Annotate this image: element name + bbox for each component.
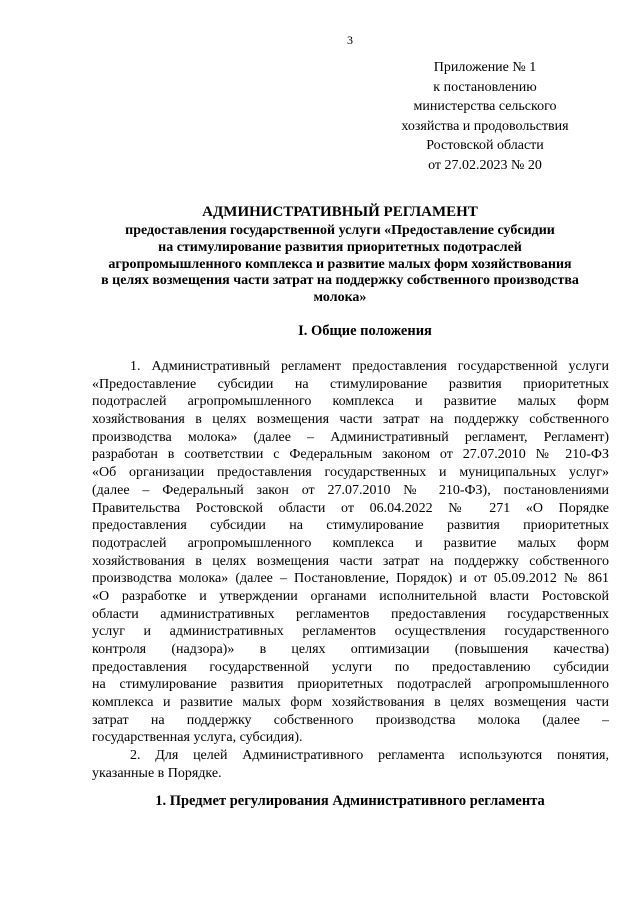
paragraph-line: услуг и административных регламентов осуществления государственного <box>92 624 609 640</box>
paragraph-line: контроля (надзора)» в целях оптимизации (повышения качества) <box>92 642 609 657</box>
appendix-note <box>380 58 590 176</box>
paragraph-line: затрат на поддержку собственного производства молока (далее – <box>92 712 609 728</box>
paragraph-line: хозяйствования в целях возмещения части затрат на поддержку собственного <box>92 412 609 428</box>
appendix-line: Ростовской области <box>426 138 544 154</box>
subsection-heading: 1. Предмет регулирования Административного регламента <box>155 793 545 809</box>
page-number: 3 <box>347 33 353 47</box>
appendix-line: хозяйства и продовольствия <box>401 118 569 134</box>
paragraph-line: разработан в соответствии с Федеральным законом от 27.07.2010 № 210-ФЗ <box>92 447 609 463</box>
paragraph-line: «Об организации предоставления государственных и муниципальных услуг» <box>92 465 609 481</box>
paragraph-line: предоставления субсидии на стимулирование развития приоритетных <box>92 518 609 534</box>
paragraph-line: хозяйствования в целях возмещения части затрат на поддержку собственного <box>92 553 609 569</box>
appendix-line: от 27.02.2023 № 20 <box>428 157 542 173</box>
paragraph-line: подотраслей агропромышленного комплекса и развитие малых форм <box>92 394 609 410</box>
paragraph-line: государственная услуга, субсидия). <box>92 730 303 746</box>
document-title-line: молока» <box>313 290 367 306</box>
body-text <box>92 358 609 783</box>
paragraph-line: производства молока» (далее – Административный регламент, Регламент) <box>92 429 609 445</box>
paragraph-line: указанные в Порядке. <box>92 765 222 781</box>
paragraph-line: «О разработке и утверждении органами исполнительной власти Ростовской <box>92 588 609 604</box>
document-title-line: на стимулирование развития приоритетных подотраслей <box>158 239 522 255</box>
paragraph-line: на стимулирование развития приоритетных подотраслей агропромышленного <box>92 677 609 693</box>
paragraph-line: комплекса и развитие малых форм хозяйствования в целях возмещения части <box>92 695 609 711</box>
paragraph-line: (далее – Федеральный закон от 27.07.2010 № 210-ФЗ), постановлениями <box>92 482 609 498</box>
paragraph-line: Правительства Ростовской области от 06.04.2022 № 271 «О Порядке <box>92 500 609 516</box>
paragraph-line: «Предоставление субсидии на стимулирование развития приоритетных <box>92 376 609 392</box>
paragraph-line: предоставления государственной услуги по предоставлению субсидии <box>92 659 609 675</box>
document-title-main: АДМИНИСТРАТИВНЫЙ РЕГЛАМЕНТ <box>202 204 478 220</box>
paragraph-line: 1. Административный регламент предоставления государственной услуги <box>130 359 609 374</box>
document-title-line: в целях возмещения части затрат на поддержку собственного производства <box>101 273 579 289</box>
document-title-line: агропромышленного комплекса и развитие малых форм хозяйствования <box>108 256 572 272</box>
paragraph-line: 2. Для целей Административного регламента используются понятия, <box>130 748 609 764</box>
paragraph-line: подотраслей агропромышленного комплекса и развитие малых форм <box>92 535 609 551</box>
appendix-line: министерства сельского <box>413 99 557 115</box>
appendix-line: Приложение № 1 <box>433 60 537 75</box>
appendix-line: к постановлению <box>433 79 537 95</box>
paragraph-line: производства молока» (далее – Постановление, Порядок) и от 05.09.2012 № 861 <box>92 571 609 587</box>
document-title <box>80 203 600 307</box>
paragraph-line: области административных регламентов предоставления государственных <box>92 606 609 622</box>
section-heading: I. Общие положения <box>298 323 432 339</box>
document-title-line: предоставления государственной услуги «Предоставление субсидии <box>125 223 555 238</box>
